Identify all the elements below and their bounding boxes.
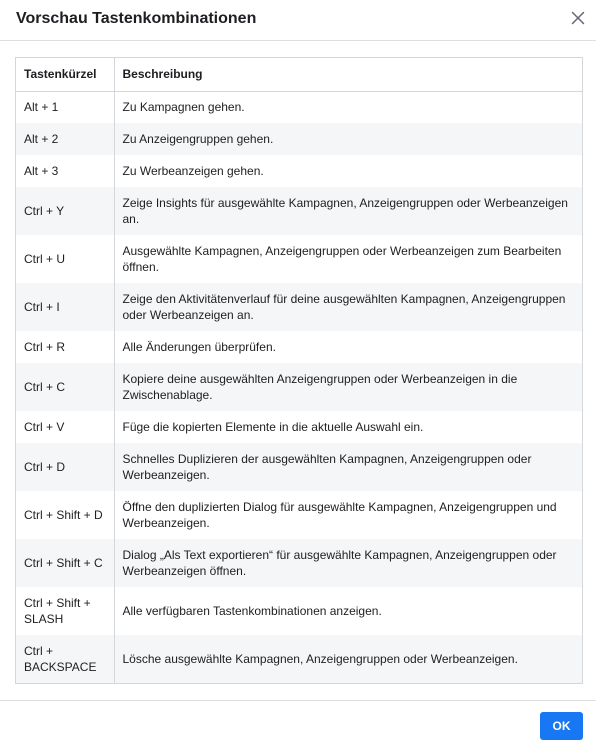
column-header-shortcut: Tastenkürzel — [16, 58, 114, 91]
table-header-row — [16, 58, 582, 91]
table-row — [16, 155, 582, 187]
shortcut-description: Alle Änderungen überprüfen. — [122, 340, 276, 354]
shortcut-key: Ctrl + Shift + SLASH — [16, 587, 114, 635]
shortcut-key: Ctrl + BACKSPACE — [16, 635, 114, 683]
close-button[interactable] — [568, 8, 588, 28]
dialog-header — [0, 0, 596, 41]
shortcut-key: Ctrl + Y — [16, 187, 114, 235]
table-row — [16, 235, 582, 283]
column-header-description: Beschreibung — [114, 58, 582, 91]
table-row — [16, 331, 582, 363]
shortcut-key: Ctrl + I — [16, 283, 114, 331]
shortcut-description: Zeige Insights für ausgewählte Kampagnen, Anzeigengruppen oder Werbeanzeigen an. — [122, 196, 568, 226]
table-row — [16, 587, 582, 635]
shortcut-description: Kopiere deine ausgewählten Anzeigengruppen oder Werbeanzeigen in die Zwischenablage. — [122, 372, 518, 402]
shortcuts-table — [15, 57, 583, 684]
table-row — [16, 491, 582, 539]
shortcut-description: Zu Werbeanzeigen gehen. — [122, 164, 264, 178]
shortcut-key: Ctrl + D — [16, 443, 114, 491]
shortcut-key: Alt + 1 — [16, 91, 114, 123]
shortcut-description: Zu Kampagnen gehen. — [122, 100, 245, 115]
shortcut-key: Ctrl + R — [16, 331, 114, 363]
shortcut-description: Zeige den Aktivitätenverlauf für deine ausgewählten Kampagnen, Anzeigengruppen oder Werbeanzeigen an. — [122, 292, 566, 322]
table-row — [16, 539, 582, 587]
shortcut-key: Alt + 2 — [16, 123, 114, 155]
table-row — [16, 443, 582, 491]
table-row — [16, 363, 582, 411]
shortcut-description: Füge die kopierten Elemente in die aktuelle Auswahl ein. — [122, 420, 424, 434]
table-row — [16, 91, 582, 123]
shortcut-key: Ctrl + V — [16, 411, 114, 443]
shortcut-description: Zu Anzeigengruppen gehen. — [122, 132, 274, 146]
table-row — [16, 187, 582, 235]
shortcut-description: Öffne den duplizierten Dialog für ausgewählte Kampagnen, Anzeigengruppen und Werbeanzeigen. — [122, 500, 557, 530]
dialog-footer — [0, 700, 596, 750]
shortcut-description: Ausgewählte Kampagnen, Anzeigengruppen oder Werbeanzeigen zum Bearbeiten öffnen. — [122, 244, 562, 274]
shortcut-key: Ctrl + Shift + C — [16, 539, 114, 587]
ok-button[interactable]: OK — [540, 712, 583, 740]
table-row — [16, 283, 582, 331]
shortcut-description: Lösche ausgewählte Kampagnen, Anzeigengruppen oder Werbeanzeigen. — [122, 652, 518, 666]
table-row — [16, 635, 582, 683]
shortcut-description: Schnelles Duplizieren der ausgewählten Kampagnen, Anzeigengruppen oder Werbeanzeigen. — [122, 452, 532, 482]
shortcut-key: Ctrl + C — [16, 363, 114, 411]
close-icon — [568, 8, 588, 28]
shortcut-key: Ctrl + U — [16, 235, 114, 283]
shortcut-description: Alle verfügbaren Tastenkombinationen anzeigen. — [122, 604, 382, 618]
table-row — [16, 123, 582, 155]
table-row — [16, 411, 582, 443]
dialog-title: Vorschau Tastenkombinationen — [16, 10, 257, 27]
shortcut-key: Ctrl + Shift + D — [16, 491, 114, 539]
shortcut-description: Dialog „Als Text exportieren“ für ausgewählte Kampagnen, Anzeigengruppen oder Werbeanzeigen öffnen. — [122, 548, 557, 578]
shortcut-key: Alt + 3 — [16, 155, 114, 187]
